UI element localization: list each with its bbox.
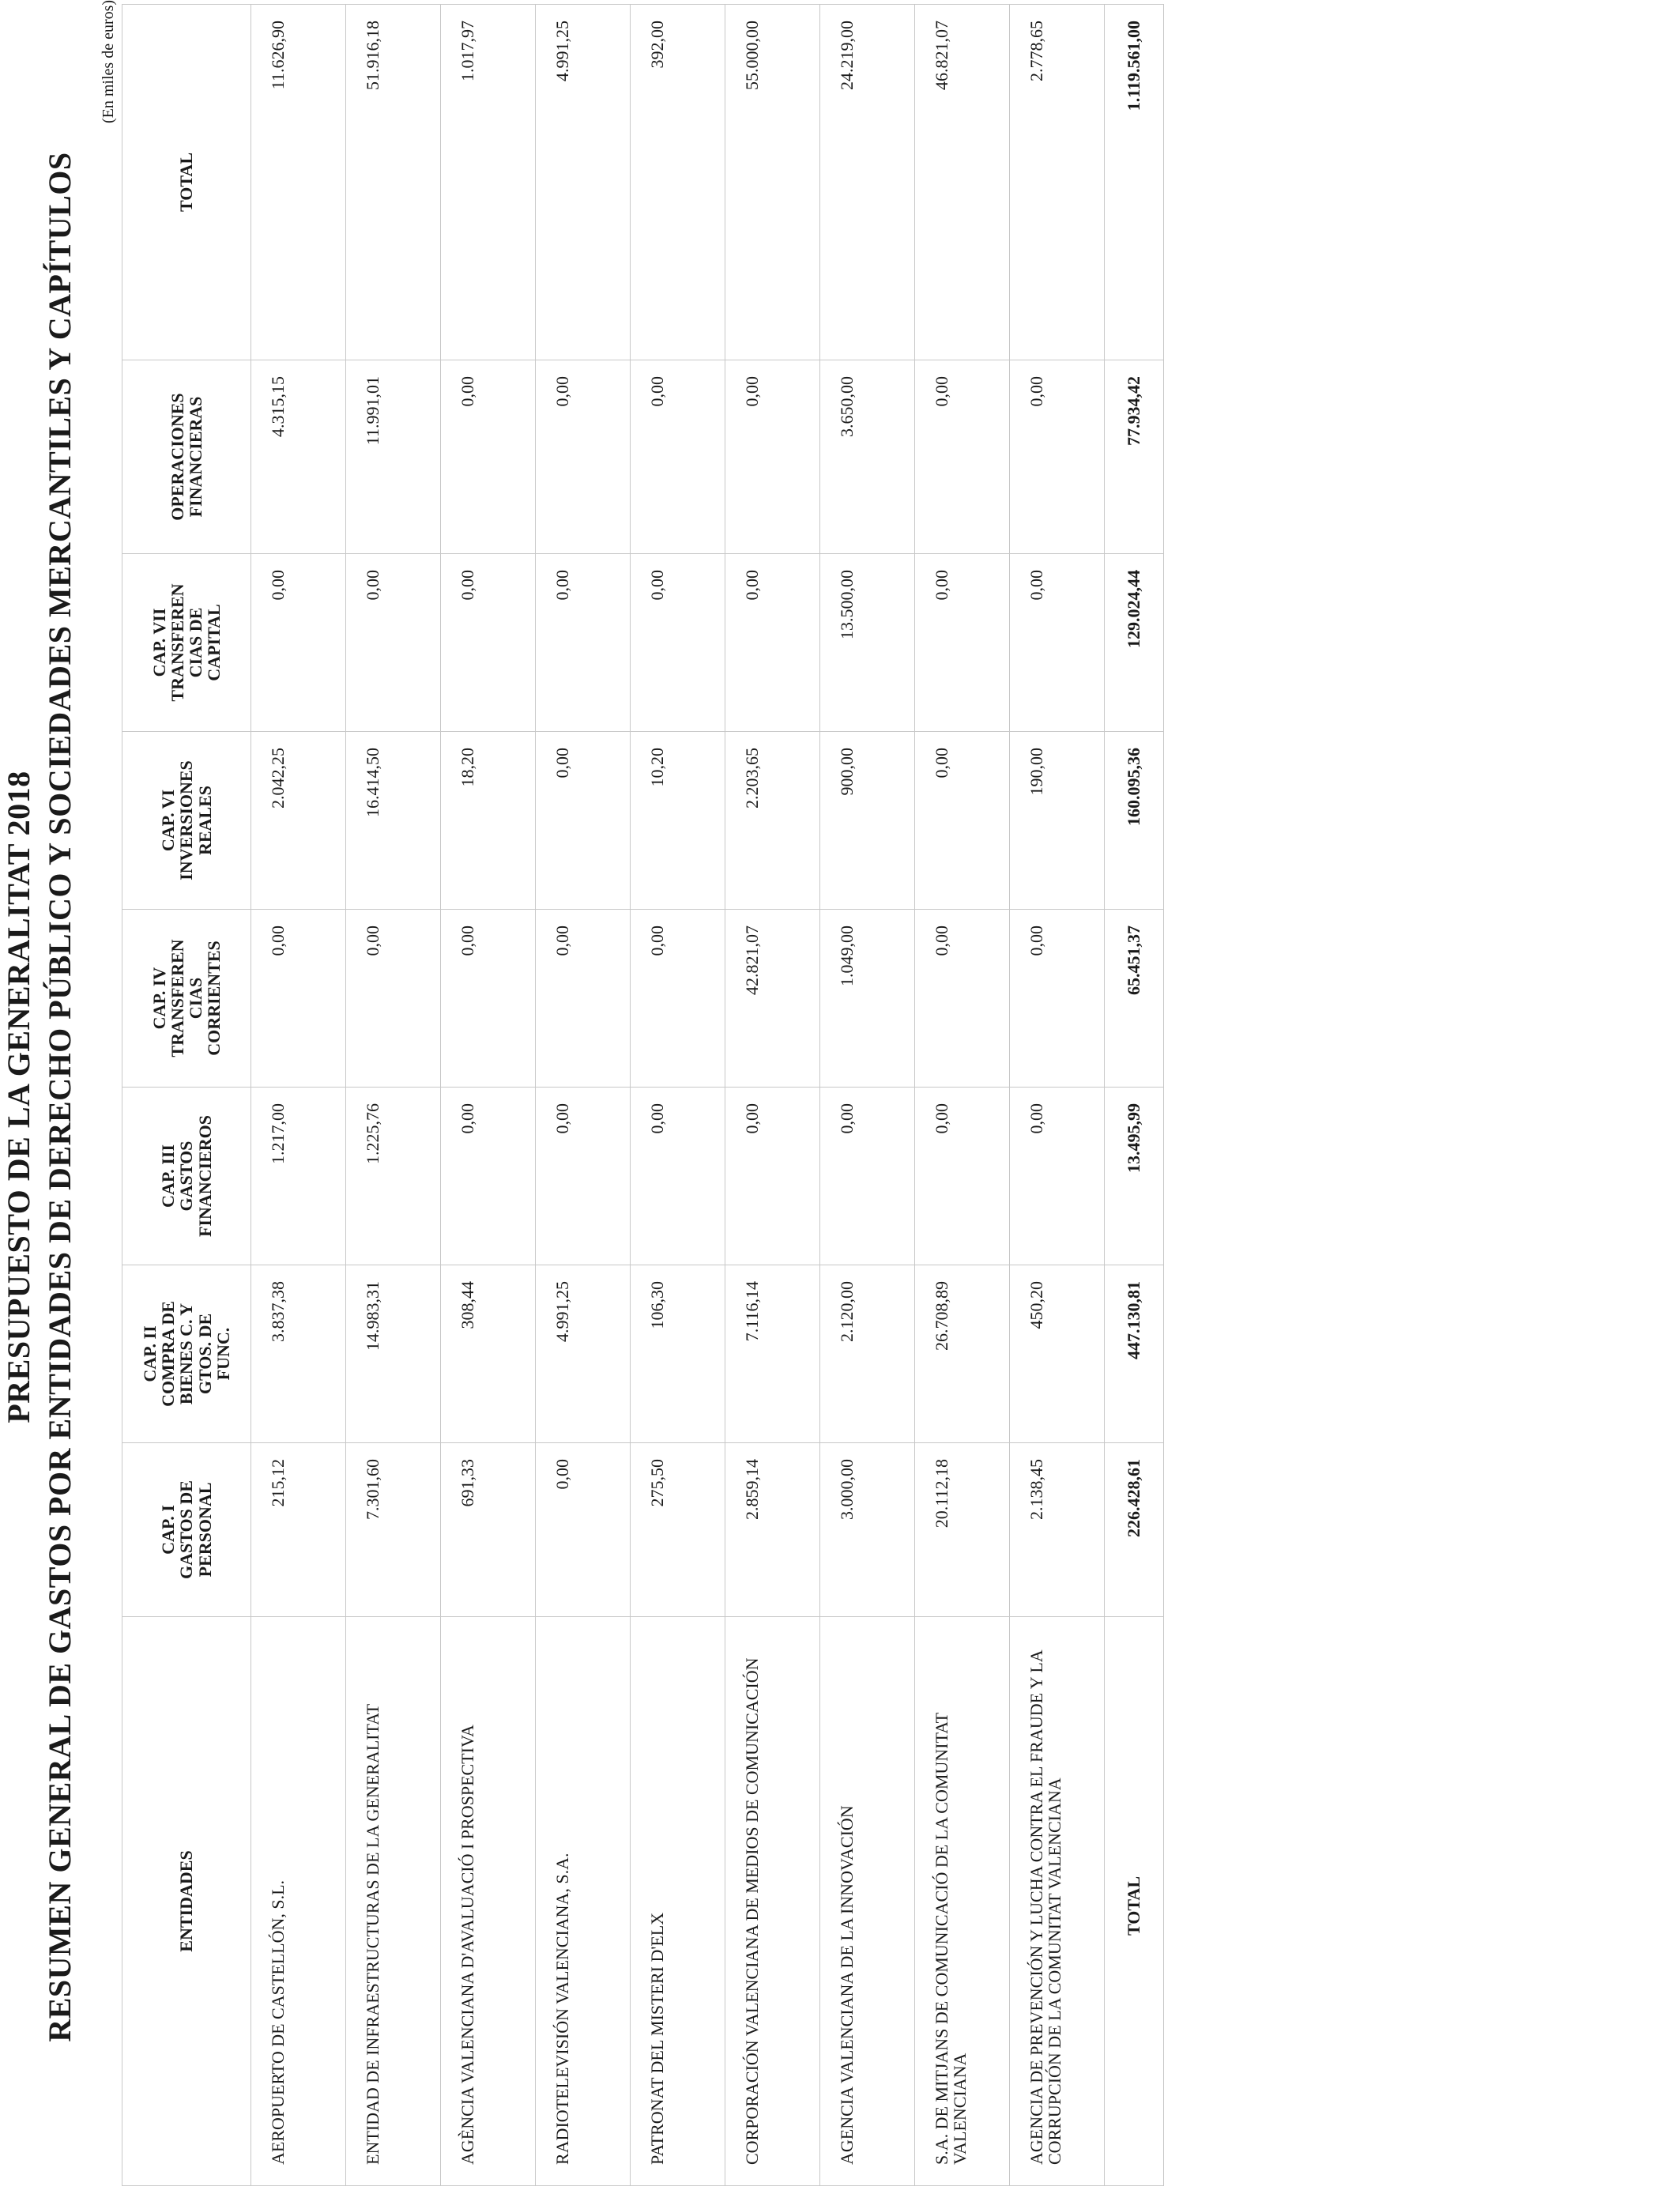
cell-total: 24.219,00 [820,5,915,360]
header-total: TOTAL [122,5,251,360]
cell-cap2: 308,44 [441,1265,536,1443]
totals-cap7: 129.024,44 [1105,554,1164,732]
cell-cap6: 18,20 [441,732,536,910]
header-cap2 [122,1265,251,1443]
entity-name [915,1617,1010,2186]
cell-opfin: 0,00 [441,360,536,554]
cell-cap3: 1.225,76 [346,1088,441,1265]
cell-cap6: 16.414,50 [346,732,441,910]
cell-cap1: 7.301,60 [346,1443,441,1617]
table-row [915,5,1010,2186]
cell-cap3: 0,00 [725,1088,820,1265]
header-cap3 [122,1088,251,1265]
cell-cap7: 0,00 [441,554,536,732]
header-line: INVERSIONES [176,760,197,880]
header-line: FINANCIEROS [194,1114,215,1238]
header-entidades: ENTIDADES [122,1617,251,2186]
totals-opfin: 77.934,42 [1105,360,1164,554]
header-line: CIAS DE [186,607,205,678]
header-line: OPERACIONES [167,393,187,521]
header-line: CAP. II [140,1325,160,1382]
cell-total: 2.778,65 [1010,5,1105,360]
cell-cap2: 26.708,89 [915,1265,1010,1443]
table-row [631,5,725,2186]
cell-opfin: 0,00 [1010,360,1105,554]
cell-cap3: 0,00 [441,1088,536,1265]
table-body [251,5,1105,2186]
header-line: CORRIENTES [204,941,224,1056]
units-note: (En miles de euros) [100,0,117,123]
header-line: BIENES C. Y [176,1302,197,1405]
entity-name-line: AGENCIA DE PREVENCIÓN Y LUCHA CONTRA EL FRAUDE Y LA [1026,1649,1046,2165]
header-line: TRANSFEREN [167,583,187,702]
cell-opfin: 0,00 [631,360,725,554]
cell-cap7: 0,00 [725,554,820,732]
header-line: REALES [194,785,215,856]
totals-cap2: 447.130,81 [1105,1265,1164,1443]
cell-cap4: 0,00 [536,910,631,1088]
table-row [441,5,536,2186]
cell-cap4: 42.821,07 [725,910,820,1088]
entity-name [251,1617,346,2186]
header-line: CAP. IV [149,967,169,1030]
cell-cap3: 0,00 [1010,1088,1105,1265]
header-line: GASTOS DE [176,1480,197,1579]
cell-cap6: 900,00 [820,732,915,910]
cell-cap1: 3.000,00 [820,1443,915,1617]
cell-cap6: 190,00 [1010,732,1105,910]
cell-cap7: 0,00 [631,554,725,732]
cell-cap4: 0,00 [346,910,441,1088]
entity-name [536,1617,631,2186]
header-line: CAP. VII [149,608,169,677]
header-line: GTOS. DE [194,1313,215,1395]
header-cap6 [122,732,251,910]
cell-cap7: 0,00 [536,554,631,732]
totals-total: 1.119.561,00 [1105,5,1164,360]
table-row [1010,5,1105,2186]
header-cap4 [122,910,251,1088]
header-line: CAPITAL [204,604,224,681]
cell-total: 11.626,90 [251,5,346,360]
cell-cap3: 0,00 [631,1088,725,1265]
cell-cap1: 0,00 [536,1443,631,1617]
cell-total: 392,00 [631,5,725,360]
table-row [820,5,915,2186]
cell-cap7: 0,00 [346,554,441,732]
header-line: FUNC. [213,1327,233,1381]
cell-cap2: 7.116,14 [725,1265,820,1443]
cell-cap4: 1.049,00 [820,910,915,1088]
cell-cap6: 0,00 [536,732,631,910]
cell-cap6: 2.042,25 [251,732,346,910]
entity-name-line: RADIOTELEVISIÓN VALENCIANA, S.A. [552,1853,572,2165]
entity-name-line: AEROPUERTO DE CASTELLÓN, S.L. [268,1879,288,2165]
table-row [725,5,820,2186]
cell-cap2: 106,30 [631,1265,725,1443]
header-line: CAP. VI [158,789,179,852]
cell-cap2: 2.120,00 [820,1265,915,1443]
header-line: FINANCIERAS [186,396,205,518]
cell-opfin: 0,00 [915,360,1010,554]
page-title: PRESUPUESTO DE LA GENERALITAT 2018 [1,771,36,1423]
header-line: COMPRA DE [158,1301,179,1407]
cell-total: 46.821,07 [915,5,1010,360]
header-cap7 [122,554,251,732]
header-opfin [122,360,251,554]
entity-name-line: ENTIDAD DE INFRAESTRUCTURAS DE LA GENERALITAT [363,1703,382,2165]
cell-cap1: 691,33 [441,1443,536,1617]
header-cap1 [122,1443,251,1617]
cell-cap1: 215,12 [251,1443,346,1617]
cell-cap3: 0,00 [820,1088,915,1265]
cell-opfin: 0,00 [536,360,631,554]
cell-opfin: 4.315,15 [251,360,346,554]
header-line: TRANSFEREN [167,939,187,1057]
cell-opfin: 3.650,00 [820,360,915,554]
cell-cap6: 0,00 [915,732,1010,910]
cell-cap4: 0,00 [915,910,1010,1088]
cell-cap3: 1.217,00 [251,1088,346,1265]
cell-total: 55.000,00 [725,5,820,360]
entity-name-line: AGÈNCIA VALENCIANA D'AVALUACIÓ I PROSPECTIVA [458,1725,477,2165]
cell-cap4: 0,00 [251,910,346,1088]
header-line: PERSONAL [194,1482,215,1578]
page-subtitle: RESUMEN GENERAL DE GASTOS POR ENTIDADES DE DERECHO PÚBLICO Y SOCIEDADES MERCANTILES Y CAPÍTULOS [42,152,77,2042]
cell-cap2: 450,20 [1010,1265,1105,1443]
expenses-table [122,4,1164,2186]
cell-cap7: 0,00 [1010,554,1105,732]
totals-label: TOTAL [1105,1617,1164,2186]
table-row [251,5,346,2186]
entity-name-line: CORRUPCIÓN DE LA COMUNITAT VALENCIANA [1045,1777,1065,2165]
cell-total: 4.991,25 [536,5,631,360]
header-line: CAP. I [158,1505,179,1555]
cell-cap3: 0,00 [915,1088,1010,1265]
entity-name-line: S.A. DE MITJANS DE COMUNICACIÓ DE LA COMUNITAT VALENCIANA [932,1713,970,2165]
entity-name [820,1617,915,2186]
cell-cap6: 10,20 [631,732,725,910]
cell-cap7: 13.500,00 [820,554,915,732]
cell-total: 51.916,18 [346,5,441,360]
table-row [536,5,631,2186]
entity-name-line: PATRONAT DEL MISTERI D'ELX [647,1912,667,2165]
entity-name [725,1617,820,2186]
cell-cap1: 2.138,45 [1010,1443,1105,1617]
totals-row [1105,5,1164,2186]
cell-cap7: 0,00 [915,554,1010,732]
cell-opfin: 0,00 [725,360,820,554]
cell-cap3: 0,00 [536,1088,631,1265]
cell-cap2: 4.991,25 [536,1265,631,1443]
cell-opfin: 11.991,01 [346,360,441,554]
header-line: GASTOS [176,1140,197,1212]
totals-cap3: 13.495,99 [1105,1088,1164,1265]
cell-total: 1.017,97 [441,5,536,360]
totals-cap4: 65.451,37 [1105,910,1164,1088]
entity-name [1010,1617,1105,2186]
entity-name [346,1617,441,2186]
cell-cap1: 20.112,18 [915,1443,1010,1617]
cell-cap7: 0,00 [251,554,346,732]
entity-name [441,1617,536,2186]
totals-cap1: 226.428,61 [1105,1443,1164,1617]
entity-name [631,1617,725,2186]
cell-cap4: 0,00 [1010,910,1105,1088]
header-row [122,5,251,2186]
cell-cap4: 0,00 [631,910,725,1088]
header-line: CIAS [186,977,205,1020]
totals-cap6: 160.095,36 [1105,732,1164,910]
entity-name-line: CORPORACIÓN VALENCIANA DE MEDIOS DE COMUNICACIÓN [742,1657,762,2165]
table-row [346,5,441,2186]
cell-cap6: 2.203,65 [725,732,820,910]
header-line: CAP. III [158,1144,179,1208]
entity-name-line: AGENCIA VALENCIANA DE LA INNOVACIÓN [837,1805,857,2165]
cell-cap1: 275,50 [631,1443,725,1617]
cell-cap2: 3.837,38 [251,1265,346,1443]
cell-cap1: 2.859,14 [725,1443,820,1617]
cell-cap4: 0,00 [441,910,536,1088]
cell-cap2: 14.983,31 [346,1265,441,1443]
